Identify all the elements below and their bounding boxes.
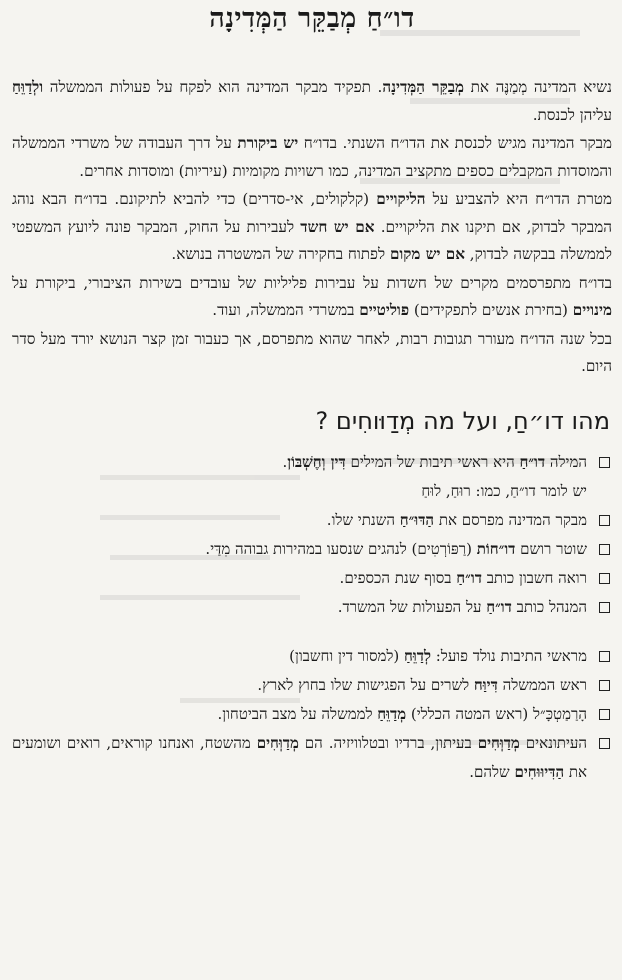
text-run: במשרדי הממשלה, ועוד. [212,301,360,319]
intro-paragraph [8,130,616,185]
list-item [8,448,616,477]
list-item [8,535,616,564]
intro-paragraph [8,186,616,269]
text-run: בדו״ח מתפרסמים מקרים של חשדות על עבירות פליליות של עובדים בשירות הציבורי, ביקורת על [12,273,612,292]
text-run: . תפקיד מבקר המדינה הוא לפקח על פעולות הממשלה [43,78,383,96]
list-item [8,729,616,787]
bold-term: דו״חַ [456,568,482,587]
bold-term: לְדַוֵּחַ [404,646,431,665]
text-run: מהשטח, ואנחנו קוראים, רואים ושומעים את [12,733,587,781]
section-title: מהו דו״חַ, ועל מה מְדַוּוחִים ? [315,406,610,435]
list-item-text [8,535,587,564]
bold-term: מְדַוֵּחַ [377,704,407,723]
bold-term: דו״חוֹת [476,539,516,558]
list-item-text [8,477,587,506]
intro-section [8,74,616,381]
bold-term: מְדַוְּחִים [256,733,299,752]
text-run: מטרת הדו״ח היא להצביע על [425,190,612,208]
list-item-text [8,564,587,593]
definition-list [8,448,616,622]
checkbox-square-icon [599,544,610,555]
text-run: ראש הממשלה [497,675,587,694]
text-run: . [282,452,288,471]
checkbox-square-icon [599,680,610,691]
list-item [8,671,616,700]
list-item-text [8,593,587,622]
text-run: לפתוח בחקירה של המשטרה בנושא. [171,245,390,263]
text-run: (בחירת אנשים לתפקידים) [409,301,573,319]
list-item-text [8,671,587,700]
checkbox-square-icon [599,651,610,662]
text-run: בסוף שנת הכספים. [339,568,457,587]
text-run: העיתונאים [519,733,587,752]
list-item [8,642,616,671]
bold-term: אם יש מקום [389,245,465,263]
text-run: לשרים על הפגישות שלו בחוץ לארץ. [257,675,474,694]
text-run: עליהן לכנסת. [532,105,612,124]
list-item-text [8,506,587,535]
checkbox-square-icon [599,515,610,526]
bold-term: מְדַוְּחִים [477,733,520,752]
text-run: השנתי שלו. [326,510,400,529]
bold-term: דו״חַ [486,597,512,616]
bold-term: דִּיוַּח [473,675,498,694]
list-item [8,506,616,535]
checkbox-square-icon [599,738,610,749]
verb-list [8,642,616,787]
bold-term: מינויים [572,301,612,319]
text-run: על הפעולות של המשרד. [337,597,487,616]
text-run: בעיתון, ברדיו ובטלוויזיה. הם [298,733,478,752]
text-run: רואה חשבון כותב [481,568,587,587]
checkbox-square-icon [599,602,610,613]
bold-term: אם יש חשד [300,217,375,236]
text-run: שלהם. [469,762,515,781]
text-run: (רַפּוֹרְטִים) לנהגים שנסעו במהירות גבוהה מִדַּי. [205,539,477,558]
bold-term: הַדִּיוּוּחִים [514,762,565,781]
indent-spacer [599,486,610,497]
text-run: על דרך העבודה של משרדי הממשלה והמוסדות המקבלים כספים מתקציב המדינה, כמו רשויות מקומיות (עיריות) ומוסדות אחרים. [12,134,612,180]
list-item [8,564,616,593]
intro-paragraph [8,326,616,381]
text-run: לעבירות על החוק, המבקר פונה ליועץ המשפטי לממשלה בבקשה לבדוק, [12,217,612,263]
page-title: דו״חַ מְבַקֵּר הַמְּדִינָה [209,3,415,34]
list-item-text [8,642,587,671]
text-run: המילה [545,452,587,471]
bold-term: הַדּוּ״חַ [399,510,435,529]
checkbox-square-icon [599,573,610,584]
list-item-text [8,729,587,787]
text-run: היא ראשי תיבות של המילים [345,452,520,471]
text-run: לממשלה על מצב הביטחון. [217,704,378,723]
bold-term: דו״חַ [519,452,546,471]
checkbox-square-icon [599,457,610,468]
text-run: יש לומר דו״חַ, כמו: רוּחַ, לוּחַ [421,481,587,500]
text-run: נשיא המדינה מְמַנֶּה את [464,78,612,96]
bold-term: פוליטיים [359,301,410,319]
list-item [8,477,616,506]
text-run: בכל שנה הדו״ח מעורר תגובות רבות, לאחר שהוא מתפרסם, אך כעבור זמן קצר הנושא יורד מעל סדר היום. [12,329,612,375]
intro-paragraph [8,74,616,129]
text-run: (קלקולים, אי-סדרים) כדי להביא לתיקונם. בדו״ח הבא נוהג המבקר לבדוק, אם תיקנו את הליקויים. [12,190,612,236]
text-run: מבקר המדינה מגיש לכנסת את הדו״ח השנתי. בדו״ח [298,134,612,152]
bold-term: ולְדַוֵּחַ [12,78,44,96]
text-run: הָרַמַטְכָּ״ל (ראש המטה הכללי) [406,704,587,723]
text-run: מראשי התיבות נולד פועל: [430,646,587,665]
bold-term: דִּין וְחֶשְׁבּוֹן [287,452,346,471]
bold-term: הליקויים [376,190,426,208]
bold-term: מְבַקֵּר הַמְּדִינָה [382,78,465,96]
list-item-text [8,448,587,477]
text-run: (למסור דין וחשבון) [289,646,405,665]
list-item [8,700,616,729]
list-item-text [8,700,587,729]
list-gap [8,622,616,642]
text-run: שוטר רושם [515,539,587,558]
list-item [8,593,616,622]
text-run: המנהל כותב [511,597,587,616]
bold-term: יש ביקורת [237,134,299,152]
intro-paragraph [8,270,616,325]
checkbox-square-icon [599,709,610,720]
text-run: מבקר המדינה מפרסם את [434,510,587,529]
